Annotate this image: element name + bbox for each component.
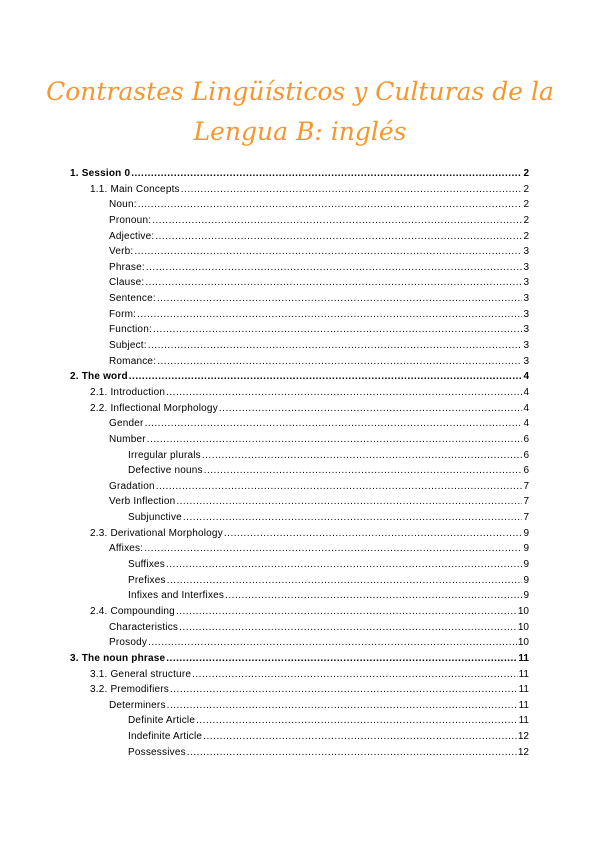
toc-entry-page-number: 9 (523, 574, 529, 586)
toc-entry[interactable] (70, 260, 529, 276)
toc-dot-leader (181, 182, 523, 198)
table-of-contents (70, 166, 529, 760)
toc-entry[interactable] (70, 682, 529, 698)
toc-dot-leader (176, 604, 517, 620)
toc-entry-page-number: 11 (518, 668, 529, 680)
toc-entry-page-number: 2 (523, 168, 529, 179)
toc-entry-label: Sentence: (109, 293, 156, 305)
toc-entry[interactable] (70, 557, 529, 573)
toc-dot-leader (157, 291, 523, 307)
toc-entry[interactable] (70, 291, 529, 307)
toc-entry-label: Form: (109, 308, 137, 320)
toc-dot-leader (176, 494, 522, 510)
toc-entry[interactable] (70, 432, 529, 448)
toc-entry[interactable] (70, 745, 529, 761)
toc-entry-label: Definite Article (128, 715, 196, 727)
toc-entry-page-number: 11 (518, 684, 529, 696)
toc-dot-leader (146, 260, 523, 276)
toc-entry-label: Verb: (109, 246, 134, 258)
toc-entry-page-number: 12 (517, 746, 529, 758)
toc-entry-label: Irregular plurals (128, 449, 201, 461)
toc-entry[interactable] (70, 463, 529, 479)
toc-dot-leader (203, 729, 517, 745)
toc-entry-label: Clause: (109, 277, 145, 289)
toc-entry[interactable] (70, 369, 529, 385)
toc-entry-label: 2. The word (70, 371, 128, 383)
toc-entry-label: 3.2. Premodifiers (90, 684, 169, 696)
document-title-line-2: Lengua B: inglés (193, 117, 407, 146)
toc-dot-leader (224, 526, 523, 542)
toc-entry[interactable] (70, 322, 529, 338)
toc-dot-leader (145, 275, 522, 291)
toc-entry[interactable] (70, 620, 529, 636)
toc-entry-page-number: 9 (523, 559, 529, 571)
toc-entry-page-number: 10 (517, 621, 529, 633)
toc-entry[interactable] (70, 541, 529, 557)
toc-entry-label: Pronoun: (109, 214, 152, 226)
toc-entry-label: Gradation (109, 480, 155, 492)
toc-entry[interactable] (70, 698, 529, 714)
toc-entry-page-number: 3 (523, 246, 529, 258)
toc-entry[interactable] (70, 307, 529, 323)
toc-dot-leader (192, 667, 517, 683)
toc-dot-leader (131, 166, 522, 182)
toc-dot-leader (152, 213, 522, 229)
toc-dot-leader (179, 620, 517, 636)
toc-entry-label: 2.2. Inflectional Morphology (90, 402, 218, 414)
toc-dot-leader (134, 244, 522, 260)
toc-entry-label: Determiners (109, 699, 166, 711)
toc-entry-page-number: 11 (518, 652, 529, 664)
toc-entry-label: 2.3. Derivational Morphology (90, 527, 223, 539)
toc-dot-leader (167, 573, 523, 589)
toc-dot-leader (148, 635, 517, 651)
toc-entry[interactable] (70, 244, 529, 260)
toc-dot-leader (148, 338, 523, 354)
toc-entry-page-number: 6 (523, 433, 529, 445)
toc-entry-page-number: 2 (523, 214, 529, 226)
toc-entry-page-number: 2 (523, 199, 529, 211)
toc-entry[interactable] (70, 635, 529, 651)
toc-entry-page-number: 7 (523, 512, 529, 524)
toc-entry[interactable] (70, 588, 529, 604)
toc-entry-label: 1.1. Main Concepts (90, 183, 180, 195)
toc-entry-page-number: 6 (523, 449, 529, 461)
toc-entry-label: Infixes and Interfixes (128, 590, 225, 602)
toc-entry-page-number: 11 (518, 699, 529, 711)
toc-entry[interactable] (70, 354, 529, 370)
toc-entry-page-number: 11 (518, 715, 529, 727)
toc-entry-page-number: 4 (523, 371, 529, 383)
toc-entry-label: Function: (109, 324, 152, 336)
toc-entry-label: 2.1. Introduction (90, 386, 166, 398)
toc-entry[interactable] (70, 479, 529, 495)
toc-entry-label: Suffixes (128, 559, 165, 571)
toc-dot-leader (204, 463, 523, 479)
toc-entry-page-number: 3 (523, 355, 529, 367)
toc-dot-leader (138, 197, 523, 213)
toc-entry[interactable] (70, 197, 529, 213)
toc-entry-page-number: 10 (517, 637, 529, 649)
toc-entry-page-number: 4 (523, 418, 529, 430)
toc-entry-label: Prefixes (128, 574, 166, 586)
toc-entry-label: Adjective: (109, 230, 155, 242)
toc-dot-leader (157, 354, 522, 370)
toc-entry-label: Subjunctive (128, 512, 182, 524)
toc-entry-page-number: 2 (523, 230, 529, 242)
toc-entry-page-number: 4 (523, 402, 529, 414)
toc-entry[interactable] (70, 448, 529, 464)
toc-entry-page-number: 2 (523, 183, 529, 195)
toc-entry-label: 1. Session 0 (70, 168, 131, 179)
document-title-line-1: Contrastes Lingüísticos y Culturas de la (46, 77, 554, 106)
toc-dot-leader (147, 432, 523, 448)
toc-entry-page-number: 10 (517, 605, 529, 617)
toc-entry-page-number: 3 (523, 261, 529, 273)
toc-entry-page-number: 9 (523, 590, 529, 602)
toc-dot-leader (153, 322, 523, 338)
toc-entry-page-number: 3 (523, 308, 529, 320)
toc-entry-label: Affixes: (109, 543, 144, 555)
toc-entry-label: Gender (109, 418, 144, 430)
toc-entry-label: 3. The noun phrase (70, 652, 166, 664)
toc-dot-leader (170, 682, 518, 698)
toc-entry-page-number: 7 (523, 480, 529, 492)
toc-dot-leader (167, 698, 518, 714)
toc-dot-leader (183, 510, 523, 526)
toc-entry-page-number: 12 (517, 731, 529, 743)
toc-dot-leader (137, 307, 522, 323)
toc-entry-page-number: 9 (523, 527, 529, 539)
toc-entry-page-number: 6 (523, 465, 529, 477)
toc-entry-label: Noun: (109, 199, 137, 211)
toc-dot-leader (202, 448, 523, 464)
toc-entry-label: 2.4. Compounding (90, 605, 175, 617)
toc-entry-label: Number (109, 433, 146, 445)
toc-dot-leader (166, 557, 522, 573)
toc-entry[interactable] (70, 385, 529, 401)
toc-entry-label: Prosody (109, 637, 148, 649)
toc-dot-leader (156, 479, 523, 495)
toc-entry[interactable] (70, 651, 529, 667)
toc-entry-label: Romance: (109, 355, 157, 367)
toc-dot-leader (225, 588, 522, 604)
toc-entry-label: Defective nouns (128, 465, 203, 477)
toc-entry[interactable] (70, 510, 529, 526)
toc-dot-leader (219, 401, 523, 417)
toc-entry[interactable] (70, 182, 529, 198)
toc-entry-page-number: 3 (523, 277, 529, 289)
toc-dot-leader (187, 745, 517, 761)
toc-entry-label: Phrase: (109, 261, 145, 273)
toc-entry[interactable] (70, 526, 529, 542)
toc-dot-leader (155, 229, 522, 245)
toc-entry-page-number: 7 (523, 496, 529, 508)
toc-entry[interactable] (70, 713, 529, 729)
toc-dot-leader (144, 541, 522, 557)
toc-entry[interactable] (70, 729, 529, 745)
toc-entry[interactable] (70, 667, 529, 683)
toc-entry[interactable] (70, 573, 529, 589)
toc-dot-leader (145, 416, 523, 432)
toc-entry-label: Characteristics (109, 621, 179, 633)
toc-entry-page-number: 9 (523, 543, 529, 555)
toc-entry-label: Verb Inflection (109, 496, 176, 508)
toc-entry-page-number: 3 (523, 340, 529, 352)
toc-entry[interactable] (70, 166, 529, 182)
toc-entry[interactable] (70, 604, 529, 620)
toc-entry[interactable] (70, 338, 529, 354)
toc-dot-leader (166, 651, 517, 667)
toc-entry[interactable] (70, 275, 529, 291)
toc-dot-leader (196, 713, 517, 729)
toc-entry[interactable] (70, 213, 529, 229)
toc-entry-page-number: 4 (523, 386, 529, 398)
toc-entry[interactable] (70, 494, 529, 510)
toc-entry-page-number: 3 (523, 324, 529, 336)
toc-entry-label: Subject: (109, 340, 147, 352)
toc-entry[interactable] (70, 416, 529, 432)
toc-entry-page-number: 3 (523, 293, 529, 305)
toc-entry-label: 3.1. General structure (90, 668, 192, 680)
toc-entry[interactable] (70, 229, 529, 245)
toc-entry-label: Indefinite Article (128, 731, 203, 743)
toc-entry[interactable] (70, 401, 529, 417)
toc-dot-leader (129, 369, 523, 385)
toc-entry-label: Possessives (128, 746, 186, 758)
toc-dot-leader (166, 385, 522, 401)
